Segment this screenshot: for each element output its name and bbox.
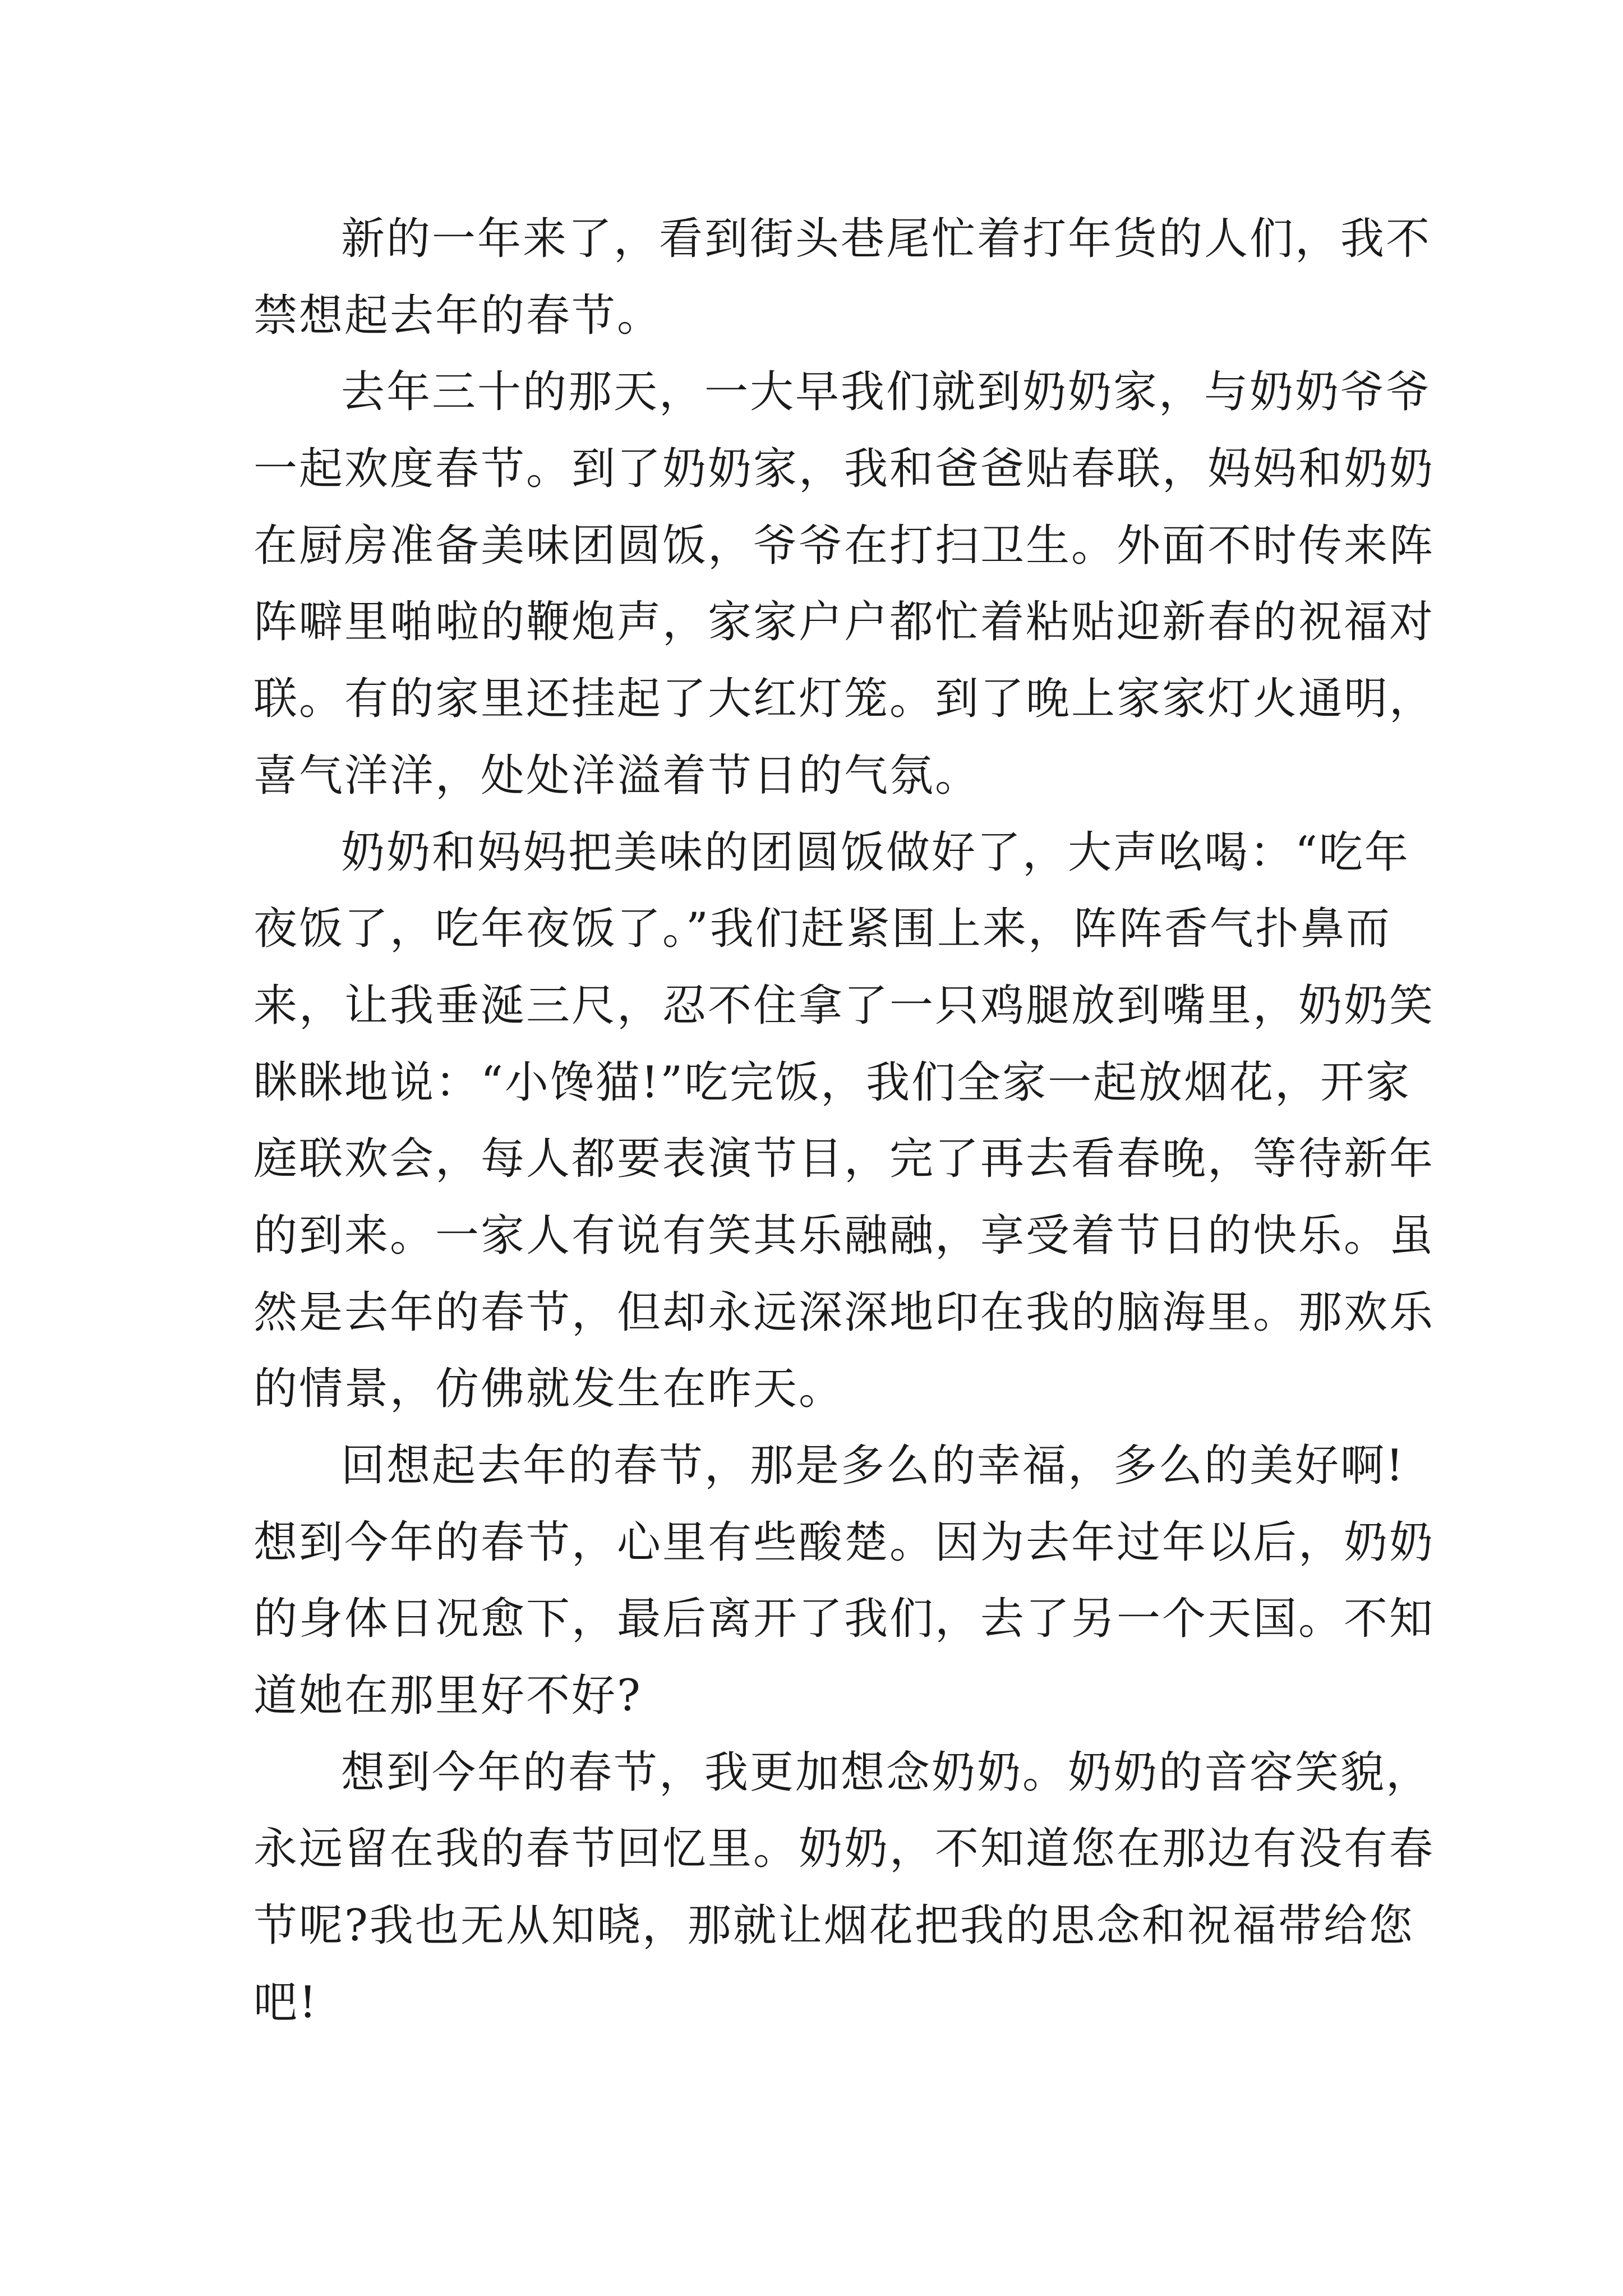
text-line: 去年三十的那天，一大早我们就到奶奶家，与奶奶爷爷: [341, 367, 1432, 418]
text-line: 想到今年的春节，我更加想念奶奶。奶奶的音容笑貌，: [341, 1747, 1432, 1798]
text-line: 吧!: [253, 1977, 319, 2028]
essay-body: [253, 201, 1435, 2041]
text-line: 节呢?我也无从知晓，那就让烟花把我的思念和祝福带给您: [253, 1901, 1414, 1952]
text-line: 联。有的家里还挂起了大红灯笼。到了晚上家家灯火通明，: [253, 674, 1435, 725]
text-line: 奶奶和妈妈把美味的团圆饭做好了，大声吆喝：“吃年: [341, 827, 1410, 878]
text-line: 的身体日况愈下，最后离开了我们，去了另一个天国。不知: [253, 1594, 1435, 1645]
text-line: 一起欢度春节。到了奶奶家，我和爸爸贴春联，妈妈和奶奶: [253, 444, 1435, 495]
text-line: 庭联欢会，每人都要表演节目，完了再去看春晚，等待新年: [253, 1134, 1435, 1185]
text-line: 夜饭了，吃年夜饭了。”我们赶紧围上来，阵阵香气扑鼻而: [253, 904, 1391, 955]
text-line: 的情景，仿佛就发生在昨天。: [253, 1364, 845, 1415]
text-line: 回想起去年的春节，那是多么的幸福，多么的美好啊!: [341, 1441, 1405, 1491]
text-line: 眯眯地说：“小馋猫!”吃完饭，我们全家一起放烟花，开家: [253, 1057, 1412, 1108]
text-line: 永远留在我的春节回忆里。奶奶，不知道您在那边有没有春: [253, 1824, 1435, 1875]
text-line: 的到来。一家人有说有笑其乐融融，享受着节日的快乐。虽: [253, 1210, 1435, 1261]
text-line: 想到今年的春节，心里有些酸楚。因为去年过年以后，奶奶: [253, 1517, 1435, 1568]
text-line: 来，让我垂涎三尺，忍不住拿了一只鸡腿放到嘴里，奶奶笑: [253, 980, 1435, 1031]
text-line: 在厨房准备美味团圆饭，爷爷在打扫卫生。外面不时传来阵: [253, 520, 1435, 571]
text-line: 新的一年来了，看到街头巷尾忙着打年货的人们，我不: [341, 214, 1432, 264]
text-line: 禁想起去年的春节。: [253, 290, 663, 341]
text-line: 阵噼里啪啦的鞭炮声，家家户户都忙着粘贴迎新春的祝福对: [253, 597, 1435, 648]
text-line: 喜气洋洋，处处洋溢着节日的气氛。: [253, 750, 981, 801]
text-line: 然是去年的春节，但却永远深深地印在我的脑海里。那欢乐: [253, 1287, 1435, 1338]
text-line: 道她在那里好不好?: [253, 1671, 642, 1722]
